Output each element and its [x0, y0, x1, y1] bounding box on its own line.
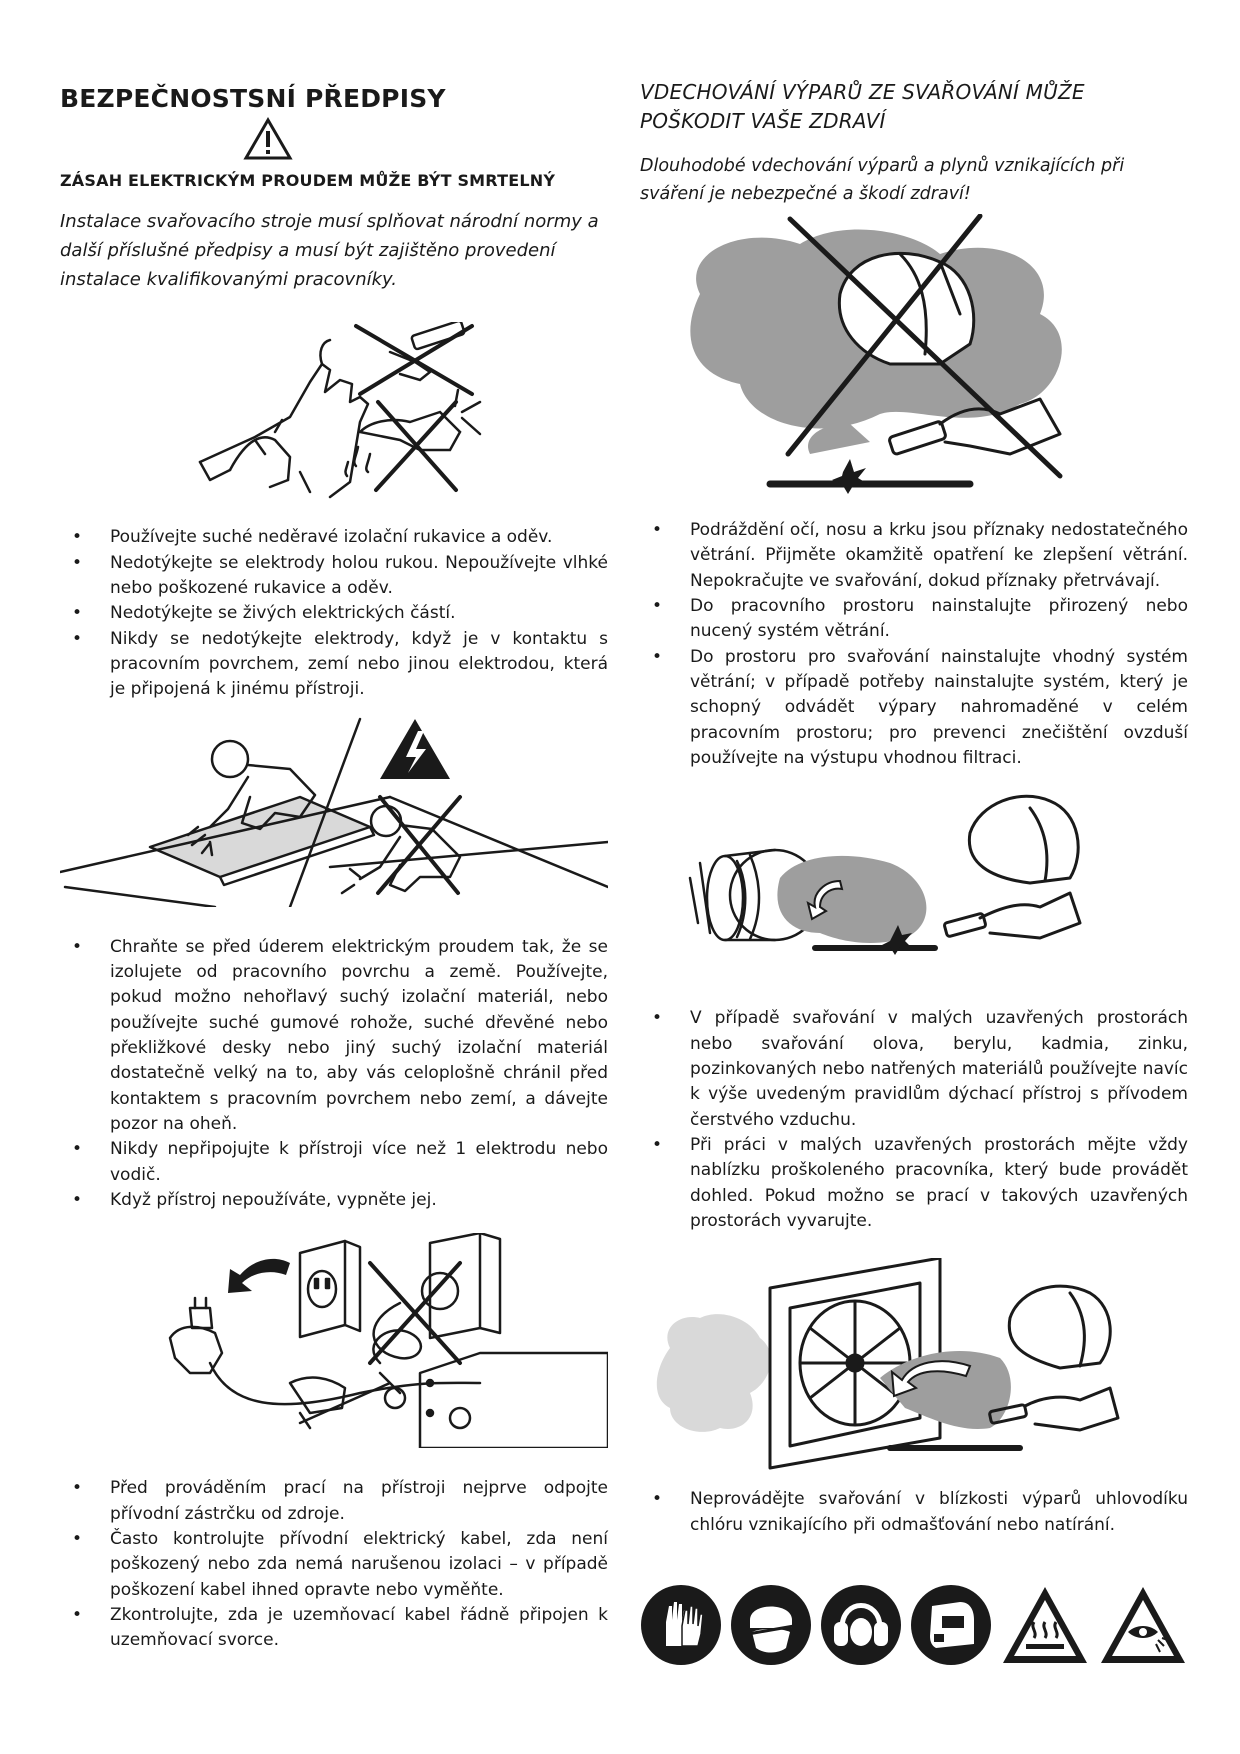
list-item: • Často kontrolujte přívodní elektrický kabel, zda není poškozený nebo zda nemá narušenou izolaci – v případě poškození kabel ihned opravte nebo vyměňte. — [72, 1528, 608, 1600]
insulation-rules-list — [60, 935, 608, 1214]
extraction-illustration — [640, 783, 1188, 978]
insulation-illustration — [60, 717, 608, 907]
fan-illustration — [640, 1258, 1188, 1473]
list-item: • Když přístroj nepoužíváte, vypněte jej. — [72, 1189, 437, 1210]
unplug-illustration — [60, 1233, 608, 1448]
ear-protection-icon — [820, 1584, 902, 1666]
list-item: • Nikdy nepřipojujte k přístroji více než 1 elektrodu nebo vodič. — [72, 1139, 608, 1185]
maintenance-rules-list — [60, 1476, 608, 1653]
right-column — [640, 70, 1188, 1666]
hot-surface-warning-icon — [1000, 1584, 1090, 1666]
left-column — [60, 70, 608, 1654]
list-item: • Při práci v malých uzavřených prostorách mějte vždy nablízku proškoleného pracovníka, který bude provádět dohled. Pokud možno se prací v takových uzavřených prostorách vyvarujte. — [652, 1134, 1188, 1231]
gloves-illustration — [60, 322, 608, 517]
page-title: BEZPEČNOSTSNÍ PŘEDPISY — [60, 84, 446, 113]
list-item: • Používejte suché neděravé izolační rukavice a oděv. — [72, 527, 553, 548]
list-item: • Chraňte se před úderem elektrickým proudem tak, že se izolujete od pracovního povrchu a země. Používejte, pokud možno nehořlavý suchý izolační materiál, nebo používejte suché gumové rohože, suché dřevěné nebo překližkové desky nebo jiný suchý izolační materiál dostatečně velký na to, aby vás celoplošně chránil před kontaktem s pracovním povrchem nebo zemí, a dávejte pozor na oheň. — [72, 936, 608, 1134]
confined-space-rules-list — [640, 1006, 1188, 1234]
gloves-icon — [640, 1584, 722, 1666]
list-item: • Nedotýkejte se živých elektrických částí. — [72, 603, 456, 624]
list-item: • V případě svařování v malých uzavřených prostorách nebo svařování olova, berylu, kadmia, zinku, pozinkovaných nebo natřených materiálů používejte navíc k výše uvedeným pravidlům dýchací přístroj s přívodem čerstvého vzduchu. — [652, 1008, 1188, 1130]
list-item: • Do pracovního prostoru nainstalujte přirozený nebo nucený systém větrání. — [652, 595, 1188, 642]
glove-rules-list — [60, 525, 608, 702]
fumes-illustration — [640, 214, 1188, 494]
fumes-heading: VDECHOVÁNÍ VÝPARŮ ZE SVAŘOVÁNÍ MŮŽE POŠKODIT VAŠE ZDRAVÍ — [640, 80, 1085, 133]
list-item: • Před prováděním prací na přístroji nejprve odpojte přívodní zástrčku od zdroje. — [72, 1478, 608, 1524]
list-item: • Do prostoru pro svařování nainstalujte vhodný systém větrání; v případě potřeby nainstalujte systém, který je schopný odvádět výpary nahromaděné v celém pracovním prostoru; pro prevenci znečištění ovzduší používejte na výstupu vhodnou filtraci. — [652, 646, 1188, 768]
eye-hazard-warning-icon — [1098, 1584, 1188, 1666]
fumes-intro: Dlouhodobé vdechování výparů a plynů vznikajících při sváření je nebezpečné a škodí zdraví! — [640, 156, 1125, 204]
list-item: • Podráždění očí, nosu a krku jsou příznaky nedostatečného větrání. Přijměte okamžitě opatření ke zlepšení větrání. Nepokračujte ve svařování, dokud příznaky přetrvávají. — [652, 520, 1188, 591]
list-item: • Nedotýkejte se elektrody holou rukou. Nepoužívejte vlhké nebo poškozené rukavice a oděv. — [72, 552, 608, 599]
list-item: • Zkontrolujte, zda je uzemňovací kabel řádně připojen k uzemňovací svorce. — [72, 1604, 608, 1651]
degreasing-rules-list — [640, 1487, 1188, 1538]
list-item: • Neprovádějte svařování v blízkosti výparů uhlovodíku chlóru vznikajícího při odmašťování nebo natírání. — [652, 1489, 1188, 1535]
ventilation-rules-list — [640, 518, 1188, 771]
mask-icon — [730, 1584, 812, 1666]
safety-pictograms — [640, 1584, 1188, 1666]
welding-helmet-icon — [910, 1584, 992, 1666]
electric-shock-heading: ZÁSAH ELEKTRICKÝM PROUDEM MŮŽE BÝT SMRTELNÝ — [60, 171, 556, 190]
installation-intro: Instalace svařovacího stroje musí splňovat národní normy a další příslušné předpisy a musí být zajištěno provedení instalace kvalifikovanými pracovníky. — [60, 211, 599, 290]
warning-triangle-icon — [243, 117, 293, 161]
list-item: • Nikdy se nedotýkejte elektrody, když je v kontaktu s pracovním povrchem, zemí nebo jinou elektrodou, která je připojená k jinému přístroji. — [72, 628, 608, 700]
